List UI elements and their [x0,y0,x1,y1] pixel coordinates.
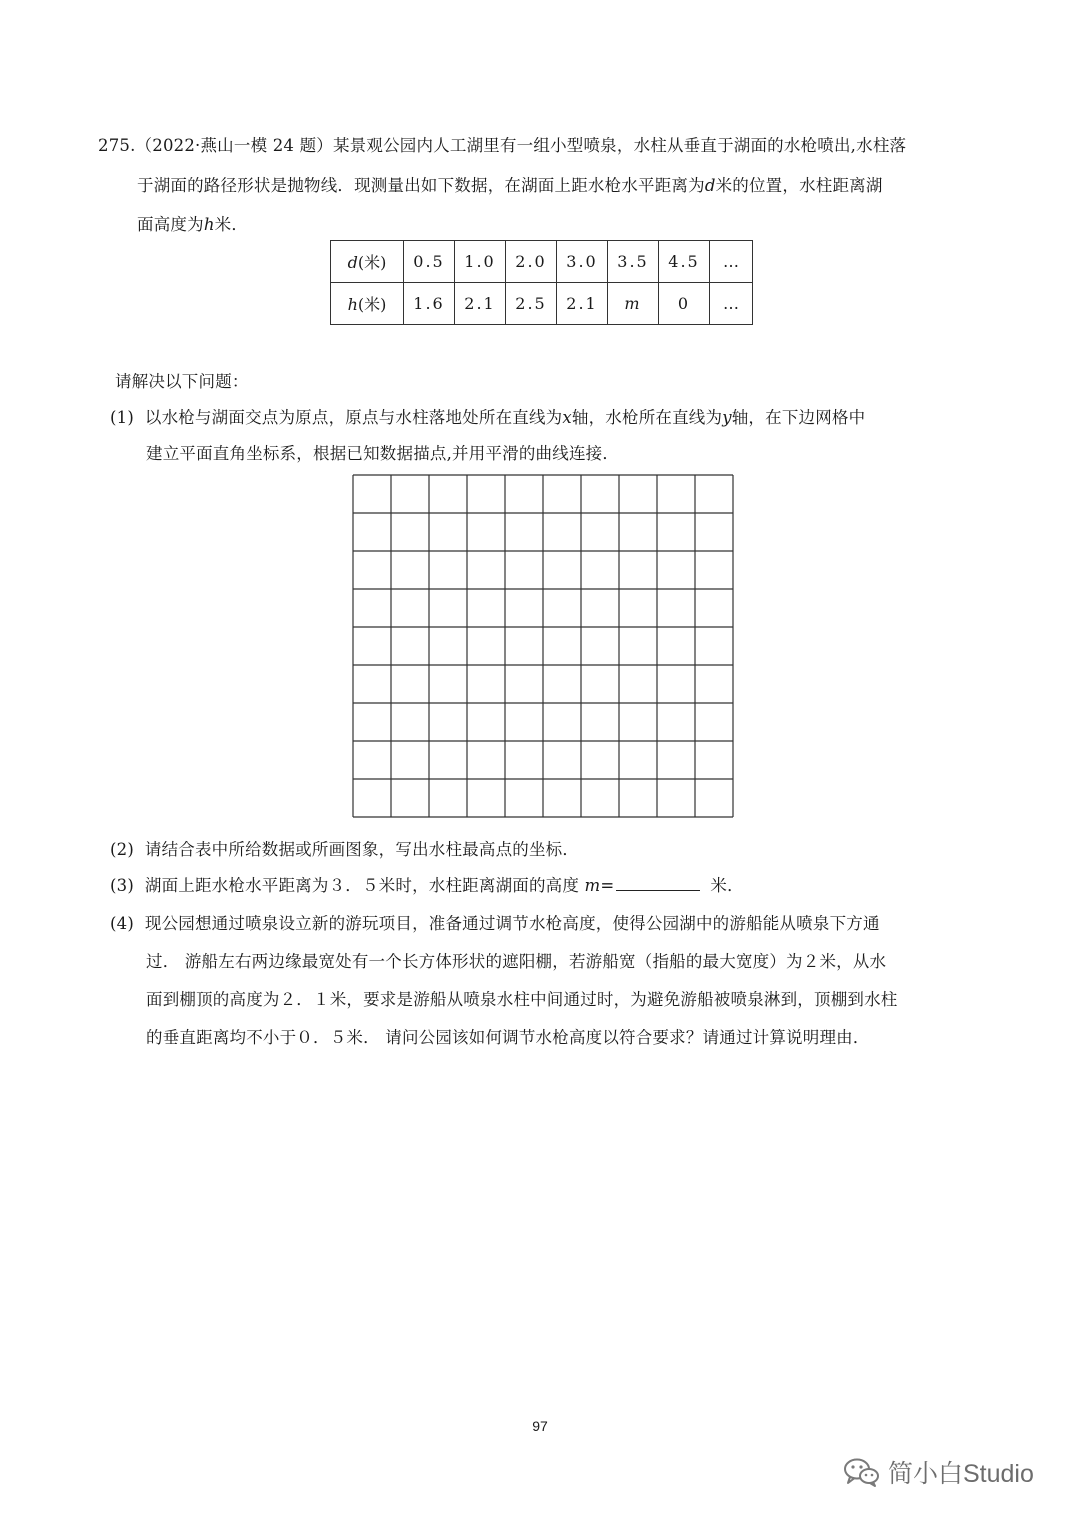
table-cell: 3.0 [557,241,608,283]
question-3-label: (3) [110,876,134,895]
problem-source: （2022·燕山一模 24 题） [135,136,333,155]
table-row-h [331,283,753,325]
table-cell: 1.6 [404,283,455,325]
table-cell: … [710,241,753,283]
problem-number: 275. [98,136,136,155]
table-cell: … [710,283,753,325]
coordinate-grid[interactable] [351,473,735,819]
problem-line-2: 于湖面的路径形状是抛物线．现测量出如下数据，在湖面上距水枪水平距离为d米的位置，水柱距离湖 [137,176,883,195]
prompt-text: 请解决以下问题： [115,372,249,391]
question-4-line-4: 的垂直距离均不小于０．５米． 请问公园该如何调节水枪高度以符合要求？请通过计算说明理由． [146,1028,870,1047]
problem-line-3: 面高度为h米． [137,215,249,234]
answer-blank[interactable] [616,876,700,891]
question-4-label: (4) [110,914,134,933]
question-4-line-3: 面到棚顶的高度为２．１米，要求是游船从喷泉水柱中间通过时，为避免游船被喷泉淋到，顶棚到水柱 [146,990,898,1009]
problem-line-1: 275.（2022·燕山一模 24 题）某景观公园内人工湖里有一组小型喷泉，水柱从垂直于湖面的水枪喷出,水柱落 [98,136,907,155]
table-cell: 2.1 [557,283,608,325]
table-cell: 1.0 [455,241,506,283]
watermark [842,1454,1034,1490]
data-table [330,240,753,325]
table-row-d [331,241,753,283]
table-cell: 2.1 [455,283,506,325]
watermark-text: 简小白Studio [888,1460,1034,1488]
question-1-label: (1) [110,408,134,427]
question-3: (3) 湖面上距水枪水平距离为３．５米时，水柱距离湖面的高度 m= 米． [110,876,744,895]
question-4-line-1: (4) 现公园想通过喷泉设立新的游玩项目，准备通过调节水枪高度，使得公园湖中的游船能从喷泉下方通 [110,914,880,933]
question-4-line-2: 过． 游船左右两边缘最宽处有一个长方体形状的遮阳棚，若游船宽（指船的最大宽度）为２米，从水 [146,952,887,971]
table-cell: 0.5 [404,241,455,283]
table-header-h: h(米) [331,283,404,325]
question-1-line-1: (1) 以水枪与湖面交点为原点，原点与水柱落地处所在直线为x轴，水枪所在直线为y轴，在下边网格中 [110,408,866,427]
wechat-icon [842,1456,882,1488]
table-cell: 2.0 [506,241,557,283]
question-2-label: (2) [110,840,134,859]
table-cell: 4.5 [659,241,710,283]
question-1-line-2: 建立平面直角坐标系，根据已知数据描点,并用平滑的曲线连接． [146,444,620,463]
page-number: 97 [532,1418,548,1434]
table-cell: 2.5 [506,283,557,325]
table-header-d: d(米) [331,241,404,283]
table-cell: m [608,283,659,325]
table-cell: 3.5 [608,241,659,283]
table-cell: 0 [659,283,710,325]
question-2: (2) 请结合表中所给数据或所画图象，写出水柱最高点的坐标． [110,840,580,859]
